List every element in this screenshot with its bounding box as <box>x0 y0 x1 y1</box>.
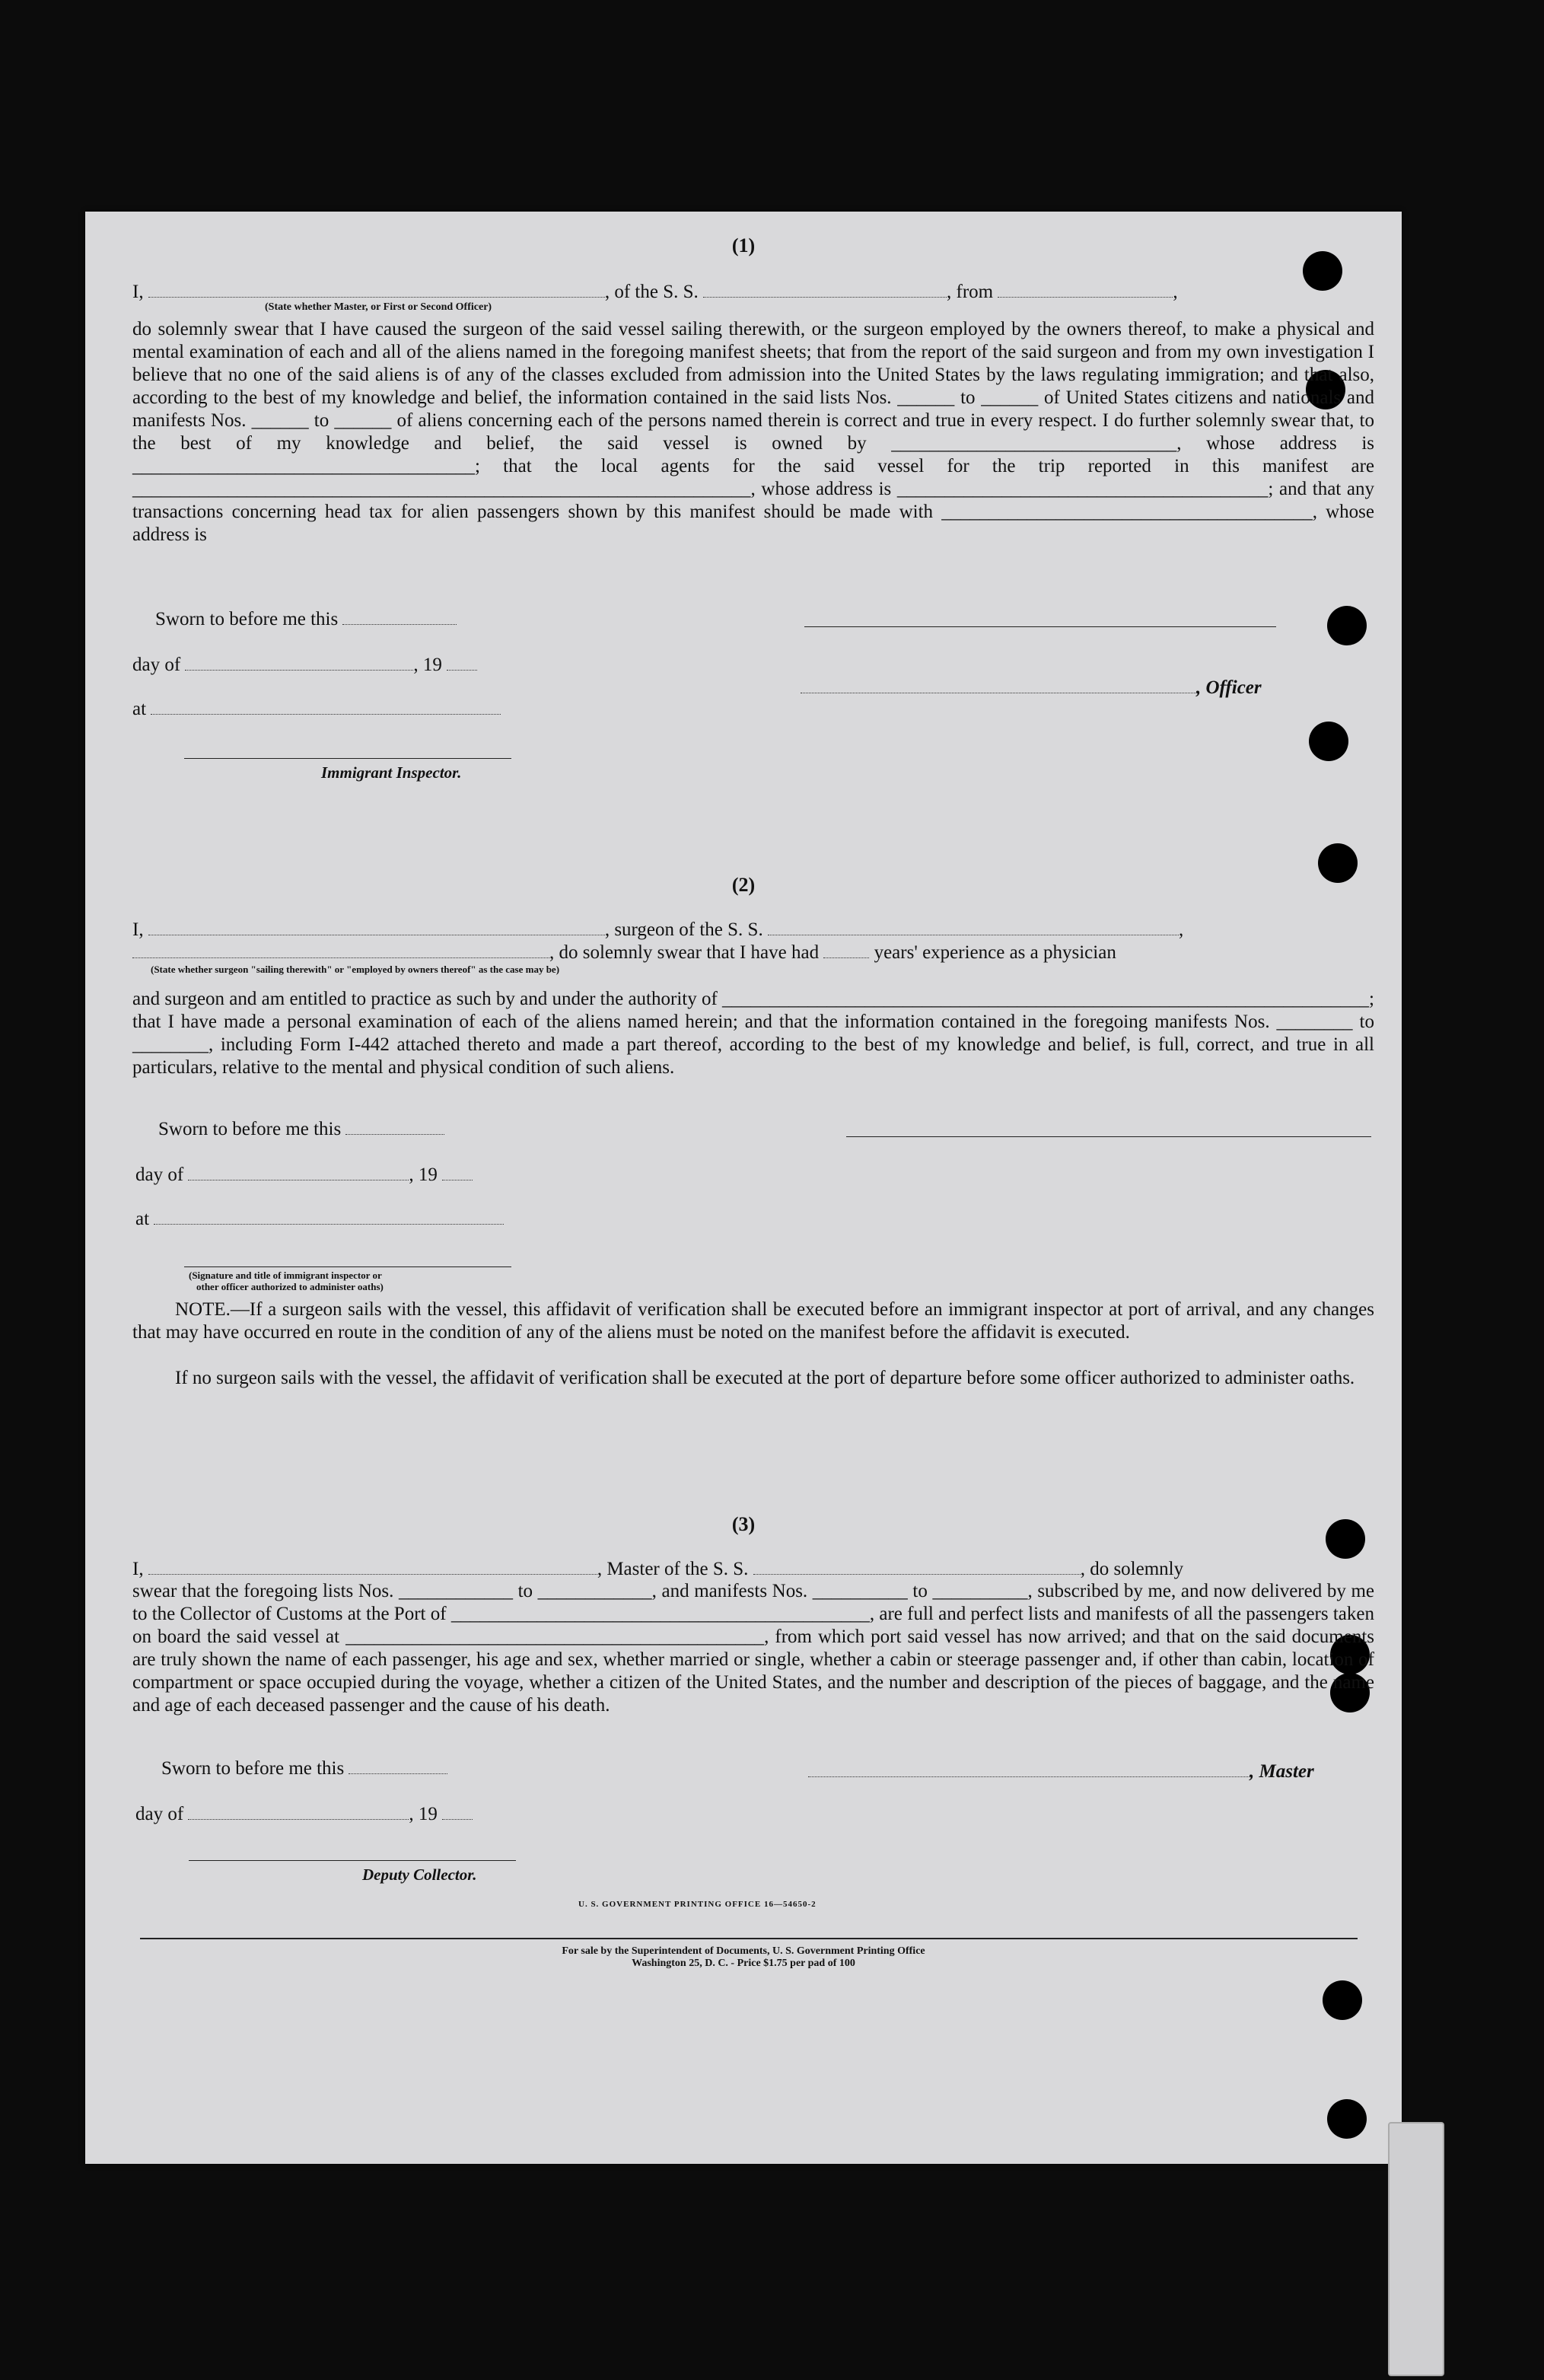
section-2-experience-line: , do solemnly swear that I have had years' experience as a physician <box>132 941 1374 964</box>
sworn-label-2: Sworn to before me this <box>158 1117 387 1141</box>
section-2-header-line: I, , surgeon of the S. S. , <box>132 919 1184 940</box>
binder-hole <box>1327 2099 1367 2139</box>
at-line-2: at <box>135 1207 455 1231</box>
at-line-1: at <box>132 697 452 721</box>
footer-sale-line: For sale by the Superintendent of Documents, U. S. Government Printing Office <box>562 1945 925 1957</box>
master-name-field <box>148 1557 597 1575</box>
inspector-signature-line <box>184 758 511 759</box>
immigrant-inspector-label: Immigrant Inspector. <box>321 763 462 782</box>
surgeon-signature-line <box>846 1136 1371 1137</box>
surgeon-name-field <box>148 918 605 935</box>
section-2-oath-text: and surgeon and am entitled to practice as such by and under the authority of ____________________________________________________________________; that I have made a personal examination of each of the aliens named herein; and that the information contained in the foregoing manifests Nos. ________ to ________, including Form I-442 attached thereto and made a part thereof, according to the best of my knowledge and belief, is full, correct, and true in all particulars, relative to the mental and physical condition of such aliens. <box>132 989 1374 1078</box>
footer-rule <box>140 1938 1358 1939</box>
day-of-line-1: day of , 19 <box>132 653 452 677</box>
printing-office-imprint: U. S. GOVERNMENT PRINTING OFFICE 16—54650-2 <box>578 1900 817 1909</box>
officer-name-field <box>148 280 605 298</box>
master-signature-line: , Master <box>808 1760 1379 1783</box>
day-of-line-3: day of , 19 <box>135 1802 455 1826</box>
deputy-collector-label: Deputy Collector. <box>362 1865 477 1884</box>
section-2-number: (2) <box>731 874 756 896</box>
section-1-header-line: I, , of the S. S. , from , <box>132 282 1178 302</box>
from-port-field <box>998 280 1173 298</box>
section-2-note-no-surgeon: If no surgeon sails with the vessel, the affidavit of verification shall be executed at the port of departure before some officer authorized to administer oaths. <box>175 1368 1355 1388</box>
officer-signature-line: , Officer <box>801 676 1333 699</box>
day-of-line-2: day of , 19 <box>135 1163 455 1187</box>
section-2-note: NOTE.—If a surgeon sails with the vessel, this affidavit of verification shall be executed before an immigrant inspector at port of arrival, and any changes that may have occurred en route in the condition of any of the aliens must be noted on the manifest before the affidavit is executed. <box>132 1299 1374 1343</box>
binder-hole <box>1309 722 1348 761</box>
years-experience-field <box>823 941 869 958</box>
section-1-rank-note: (State whether Master, or First or Second Officer) <box>265 301 492 313</box>
collector-signature-line <box>189 1860 516 1861</box>
surgeon-vessel-field <box>768 918 1179 935</box>
signature-note-line-1: (Signature and title of immigrant inspector or <box>189 1270 382 1281</box>
manifest-verification-page <box>85 212 1402 2164</box>
officer-blank-line <box>804 626 1276 627</box>
master-vessel-field <box>753 1557 1081 1575</box>
footer-price-line: Washington 25, D. C. - Price $1.75 per pad of 100 <box>632 1958 855 1969</box>
page-tab <box>1388 2122 1444 2376</box>
section-1-oath-text: do solemnly swear that I have caused the surgeon of the said vessel sailing therewith, or the surgeon employed by the owners thereof, to make a physical and mental examination of each and all of the aliens named in the foregoing manifest sheets; that from the report of the said surgeon and from my own investigation I believe that no one of the said aliens is of any of the classes excluded from admission into the United States by the laws regulating immigration; and that also, according to the best of my knowledge and belief, the information contained in the said lists Nos. ______ to ______ of United States citizens and nationals and manifests Nos. ______ to ______ of aliens concerning each of the persons named therein is correct and true in every respect. I do further solemnly swear that, to the best of my knowledge and belief, the said vessel is owned by ______________________________, whose address is ____________________________________; that the local agents for the said vessel for the trip reported in this manifest are _________________________________________________________________, whose address is _______________________________________; and that any transactions concerning head tax for alien passengers shown by this manifest should be made with _______________________________________, whose address is <box>132 319 1374 545</box>
section-1-number: (1) <box>731 234 756 256</box>
signature-note-line-2: other officer authorized to administer oaths) <box>196 1281 384 1292</box>
binder-hole <box>1327 606 1367 645</box>
sworn-label-3: Sworn to before me this <box>161 1757 390 1780</box>
sworn-label-1: Sworn to before me this <box>155 607 384 631</box>
vessel-name-field <box>703 280 947 298</box>
binder-hole <box>1323 1980 1362 2020</box>
section-3-header-line: I, , Master of the S. S. , do solemnly <box>132 1559 1184 1579</box>
section-3-number: (3) <box>731 1513 756 1535</box>
authorized-officer-signature-line <box>184 1266 511 1267</box>
section-2-surgeon-note: (State whether surgeon "sailing therewith" or "employed by owners thereof" as the case may be) <box>151 964 560 975</box>
section-3-oath-text: swear that the foregoing lists Nos. ____________ to ____________, and manifests Nos. __________ to __________, subscribed by me, and now delivered by me to the Collector of Customs at the Port of ____________________________________________, are full and perfect lists and manifests of all the passengers taken on board the said vessel at ____________________________________________, from which port said vessel has now arrived; and that on the said documents are truly shown the name of each passenger, his age and sex, whether married or single, whether a cabin or steerage passenger and, if other than cabin, location of compartment or space occupied during the voyage, whether a citizen of the United States, and the number and description of the pieces of baggage, and the name and age of each deceased passenger and the cause of his death. <box>132 1581 1374 1716</box>
